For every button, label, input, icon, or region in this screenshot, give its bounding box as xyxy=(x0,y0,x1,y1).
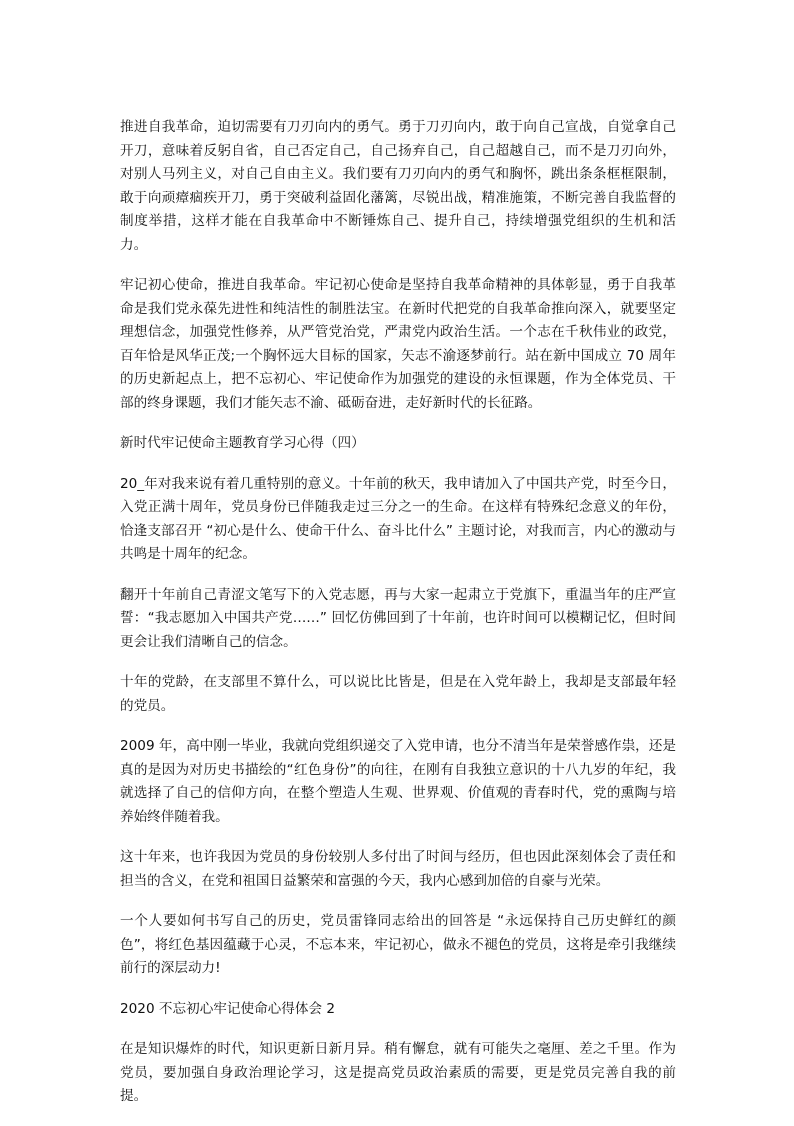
paragraph-party-age: 十年的党龄，在支部里不算什么，可以说比比皆是，但是在入党年龄上，我却是支部最年轻的党员。 xyxy=(120,674,676,714)
paragraph-knowledge: 在是知识爆炸的时代，知识更新日新月异。稍有懈怠，就有可能失之毫厘、差之千里。作为党员，要加强自身政治理论学习，这是提高党员政治素质的需要，更是党员完善自我的前提。 xyxy=(120,1041,676,1104)
paragraph-ten-years: 20_年对我来说有着几重特别的意义。十年前的秋天，我申请加入了中国共产党，时至今日，入党正满十周年，党员身份已伴随我走过三分之一的生命。在这样有特殊纪念意义的年份，恰逢支部召开 “初心是什么、使命干什么、奋斗比什么” 主题讨论，对我而言，内心的激动与共鸣是十周年的纪念。 xyxy=(120,475,676,562)
paragraph-2009: 2009 年，高中刚一毕业，我就向党组织递交了入党申请，也分不清当年是荣誉感作祟，还是真的是因为对历史书描绘的“红色身份”的向往，在刚有自我独立意识的十八九岁的年纪，我就选择了自己的信仰方向，在整个塑造人生观、世界观、价值观的青春时代，党的熏陶与培养始终伴随着我。 xyxy=(120,738,676,825)
document-body xyxy=(120,116,676,1126)
paragraph-lei-feng: 一个人要如何书写自己的历史，党员雷锋同志给出的回答是 “永远保持自己历史鲜红的颜色”，将红色基因蕴藏于心灵，不忘本来，牢记初心，做永不褪色的党员，这将是牵引我继续前行的深层动力! xyxy=(120,913,676,976)
paragraph-mission: 牢记初心使命，推进自我革命。牢记初心使命是坚持自我革命精神的具体彰显，勇于自我革命是我们党永葆先进性和纯洁性的制胜法宝。在新时代把党的自我革命推向深入，就要坚定理想信念，加强党性修养，从严管党治党，严肃党内政治生活。一个志在千秋伟业的政党，百年恰是风华正茂;一个胸怀远大目标的国家，矢志不渝逐梦前行。站在新中国成立 70 周年的历史新起点上，把不忘初心、牢记使命作为加强党的建设的永恒课题，作为全体党员、干部的终身课题，我们才能矢志不渝、砥砺奋进，走好新时代的长征路。 xyxy=(120,277,676,411)
paragraph-decade: 这十年来，也许我因为党员的身份较别人多付出了时间与经历，但也因此深刻体会了责任和担当的含义，在党和祖国日益繁荣和富强的今天，我内心感到加倍的自豪与光荣。 xyxy=(120,849,676,889)
section-heading-2020: 2020 不忘初心牢记使命心得体会 2 xyxy=(120,1000,336,1017)
paragraph-self-revolution: 推进自我革命，迫切需要有刀刃向内的勇气。勇于刀刃向内，敢于向自己宣战，自觉拿自己开刀，意味着反躬自省，自己否定自己，自己扬弃自己，自己超越自己，而不是刀刃向外，对别人马列主义，对自己自由主义。我们要有刀刃向内的勇气和胸怀，跳出条条框框限制，敢于向顽瘴痼疾开刀，勇于突破利益固化藩篱，尽锐出战，精准施策，不断完善自我监督的制度举措，这样才能在自我革命中不断锤炼自己、提升自己，持续增强党组织的生机和活力。 xyxy=(120,119,676,253)
paragraph-oath: 翻开十年前自己青涩文笔写下的入党志愿，再与大家一起肃立于党旗下，重温当年的庄严宣誓：“我志愿加入中国共产党……” 回忆仿佛回到了十年前，也许时间可以模糊记忆，但时间更会让我们清晰自己的信念。 xyxy=(120,586,676,650)
section-heading-four: 新时代牢记使命主题教育学习心得（四） xyxy=(120,435,365,451)
